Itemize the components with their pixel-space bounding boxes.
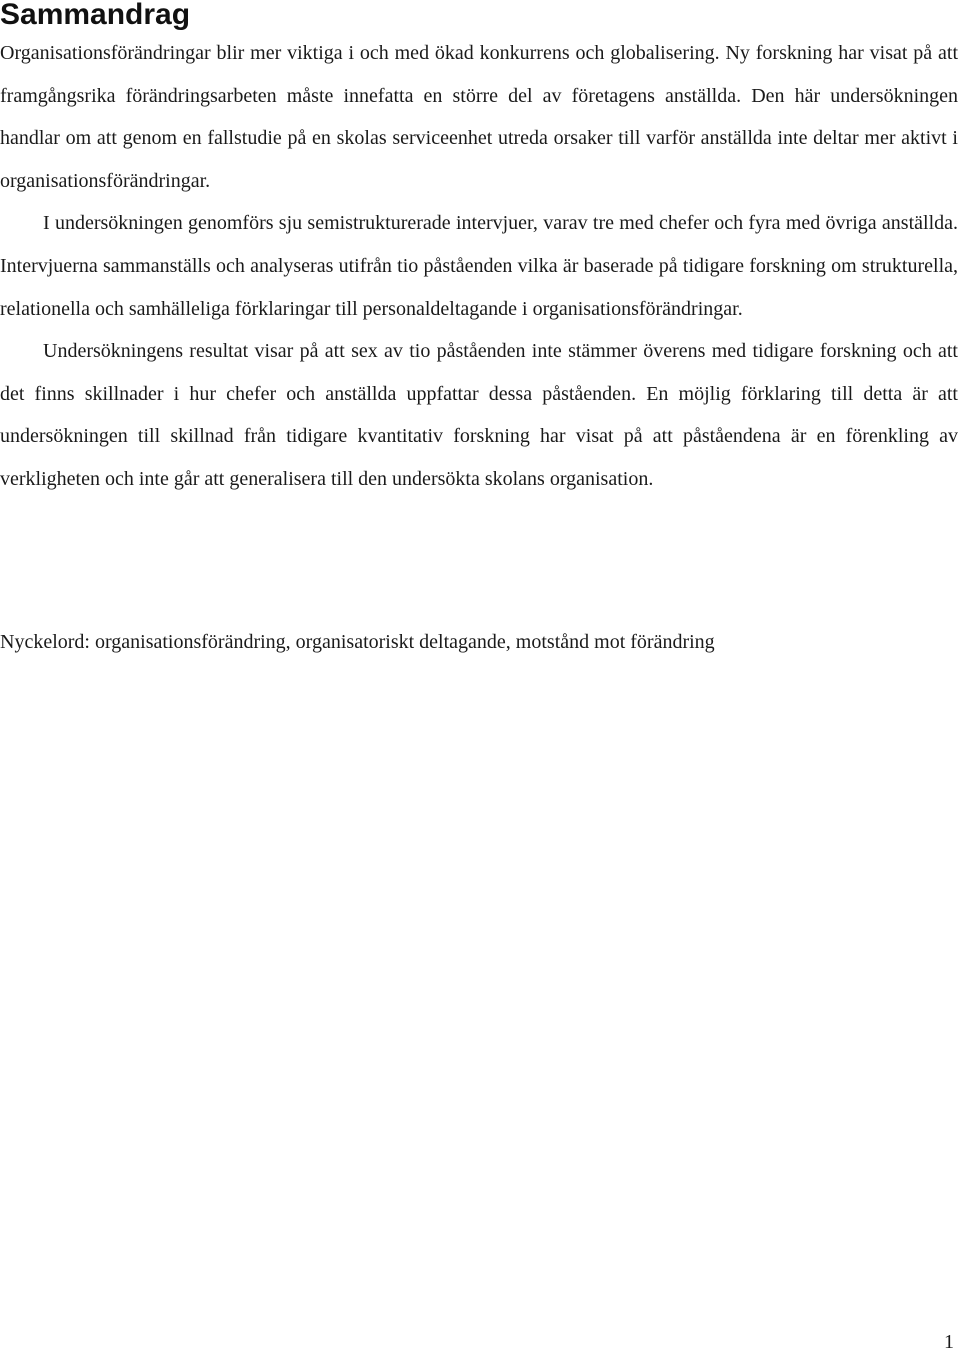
keywords-line: Nyckelord: organisationsförändring, organisatoriskt deltagande, motstånd mot förändring — [0, 631, 715, 653]
paragraph-2: I undersökningen genomförs sju semistrukturerade intervjuer, varav tre med chefer och fyra med övriga anställda. Intervjuerna sammanställs och analyseras utifrån tio påståenden vilka är baserade på tidigare forskning om strukturella, relationella och samhälleliga förklaringar till personaldeltagande i organisationsförändringar. — [0, 212, 958, 320]
paragraph-1: Organisationsförändringar blir mer viktiga i och med ökad konkurrens och globalisering. Ny forskning har visat på att framgångsrika förändringsarbeten måste innefatta en större del av företagens anställda. Den här undersökningen handlar om att genom en fallstudie på en skolas serviceenhet utreda orsaker till varför anställda inte deltar mer aktivt i organisationsförändringar. — [0, 42, 958, 192]
section-heading: Sammandrag — [0, 0, 191, 31]
abstract-body — [0, 32, 958, 501]
page-number: 1 — [944, 1331, 954, 1353]
paragraph-3: Undersökningens resultat visar på att sex av tio påståenden inte stämmer överens med tidigare forskning och att det finns skillnader i hur chefer och anställda uppfattar dessa påståenden. En möjlig förklaring till detta är att undersökningen till skillnad från tidigare kvantitativ forskning har visat på att påståendena är en förenkling av verkligheten och inte går att generalisera till den undersökta skolans organisation. — [0, 340, 958, 490]
